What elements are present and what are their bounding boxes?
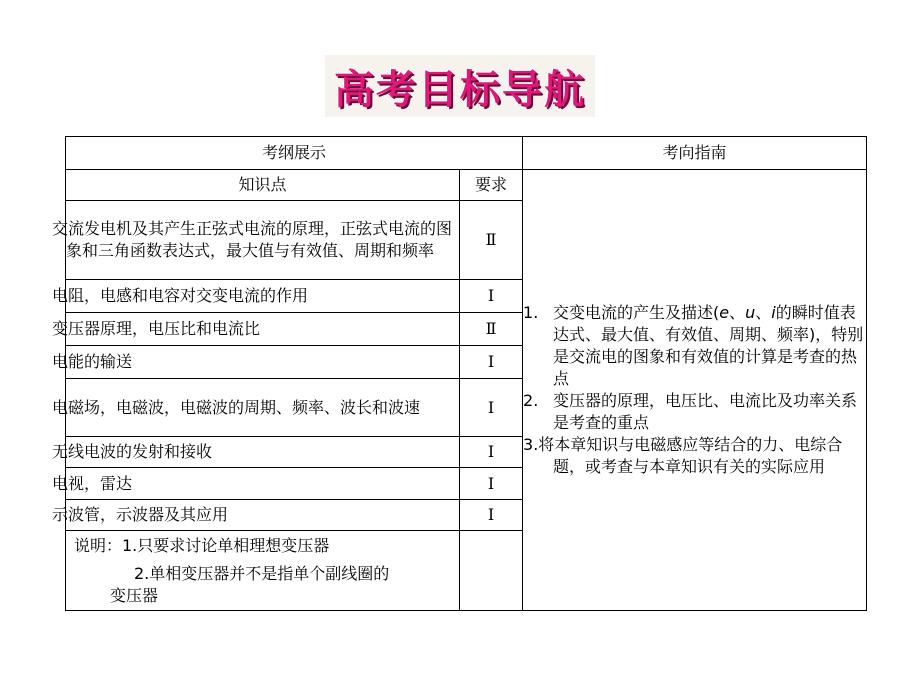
knowledge-cell: 无线电波的发射和接收 (66, 437, 460, 468)
note-line-2b: 变压器 (110, 586, 159, 605)
header-syllabus: 考纲展示 (66, 137, 523, 170)
knowledge-cell: 示波管，示波器及其应用 (66, 500, 460, 531)
guide-text-1 (553, 302, 866, 390)
col-requirement-header: 要求 (460, 170, 523, 201)
guide-text-1-pre: 交变电流的产生及描述( (553, 303, 720, 322)
syllabus-table (52, 136, 867, 611)
knowledge-cell: 变压器原理，电压比和电流比 (66, 313, 460, 346)
requirement-cell: Ⅰ (460, 280, 523, 313)
knowledge-cell: 交流发电机及其产生正弦式电流的原理，正弦式电流的图象和三角函数表达式，最大值与有效值、周期和频率 (66, 201, 460, 280)
title-banner (325, 55, 595, 117)
requirement-cell: Ⅱ (460, 201, 523, 280)
note-line-2 (66, 557, 459, 609)
requirement-cell: Ⅰ (460, 346, 523, 379)
note-requirement-cell (460, 531, 523, 611)
header-guide: 考向指南 (523, 137, 867, 170)
knowledge-cell: 电能的输送 (66, 346, 460, 379)
guide-text-3: 3.将本章知识与电磁感应等结合的力、电综合题，或考查与本章知识有关的实际应用 (523, 435, 843, 476)
guide-item-1 (523, 302, 866, 390)
knowledge-cell: 电视，雷达 (66, 468, 460, 500)
guide-item-2 (523, 390, 866, 434)
requirement-cell: Ⅱ (460, 313, 523, 346)
guide-text-2: 变压器的原理，电压比、电流比及功率关系是考查的重点 (553, 391, 858, 432)
knowledge-cell: 电磁场，电磁波，电磁波的周期、频率、波长和波速 (66, 379, 460, 437)
guide-num-2: 2. (523, 391, 539, 410)
table-subheader-row (66, 170, 867, 201)
guide-item-3 (523, 434, 866, 478)
guide-sep-1: 、 (729, 303, 746, 322)
guide-text-1-post: 的瞬时值表达式、最大值、有效值、周期、频率)，特别是交流电的图象和有效值的计算是考查的热点 (553, 303, 864, 388)
guide-num-1: 1. (523, 303, 539, 322)
requirement-cell: Ⅰ (460, 437, 523, 468)
guide-sep-2: 、 (755, 303, 772, 322)
page-title: 高考目标导航 (334, 66, 586, 113)
note-line-2a: 2.单相变压器并不是指单个副线圈的 (134, 564, 390, 583)
note-cell (66, 531, 460, 611)
symbol-i: i (771, 303, 776, 322)
requirement-cell: Ⅰ (460, 379, 523, 437)
requirement-cell: Ⅰ (460, 468, 523, 500)
symbol-e: e (719, 303, 730, 322)
guide-cell (523, 170, 867, 611)
table-header-row (66, 137, 867, 170)
col-knowledge-header: 知识点 (66, 170, 460, 201)
knowledge-cell: 电阻，电感和电容对交变电流的作用 (66, 280, 460, 313)
symbol-u: u (745, 303, 756, 322)
requirement-cell: Ⅰ (460, 500, 523, 531)
note-line-1: 说明：1.只要求讨论单相理想变压器 (74, 536, 330, 555)
